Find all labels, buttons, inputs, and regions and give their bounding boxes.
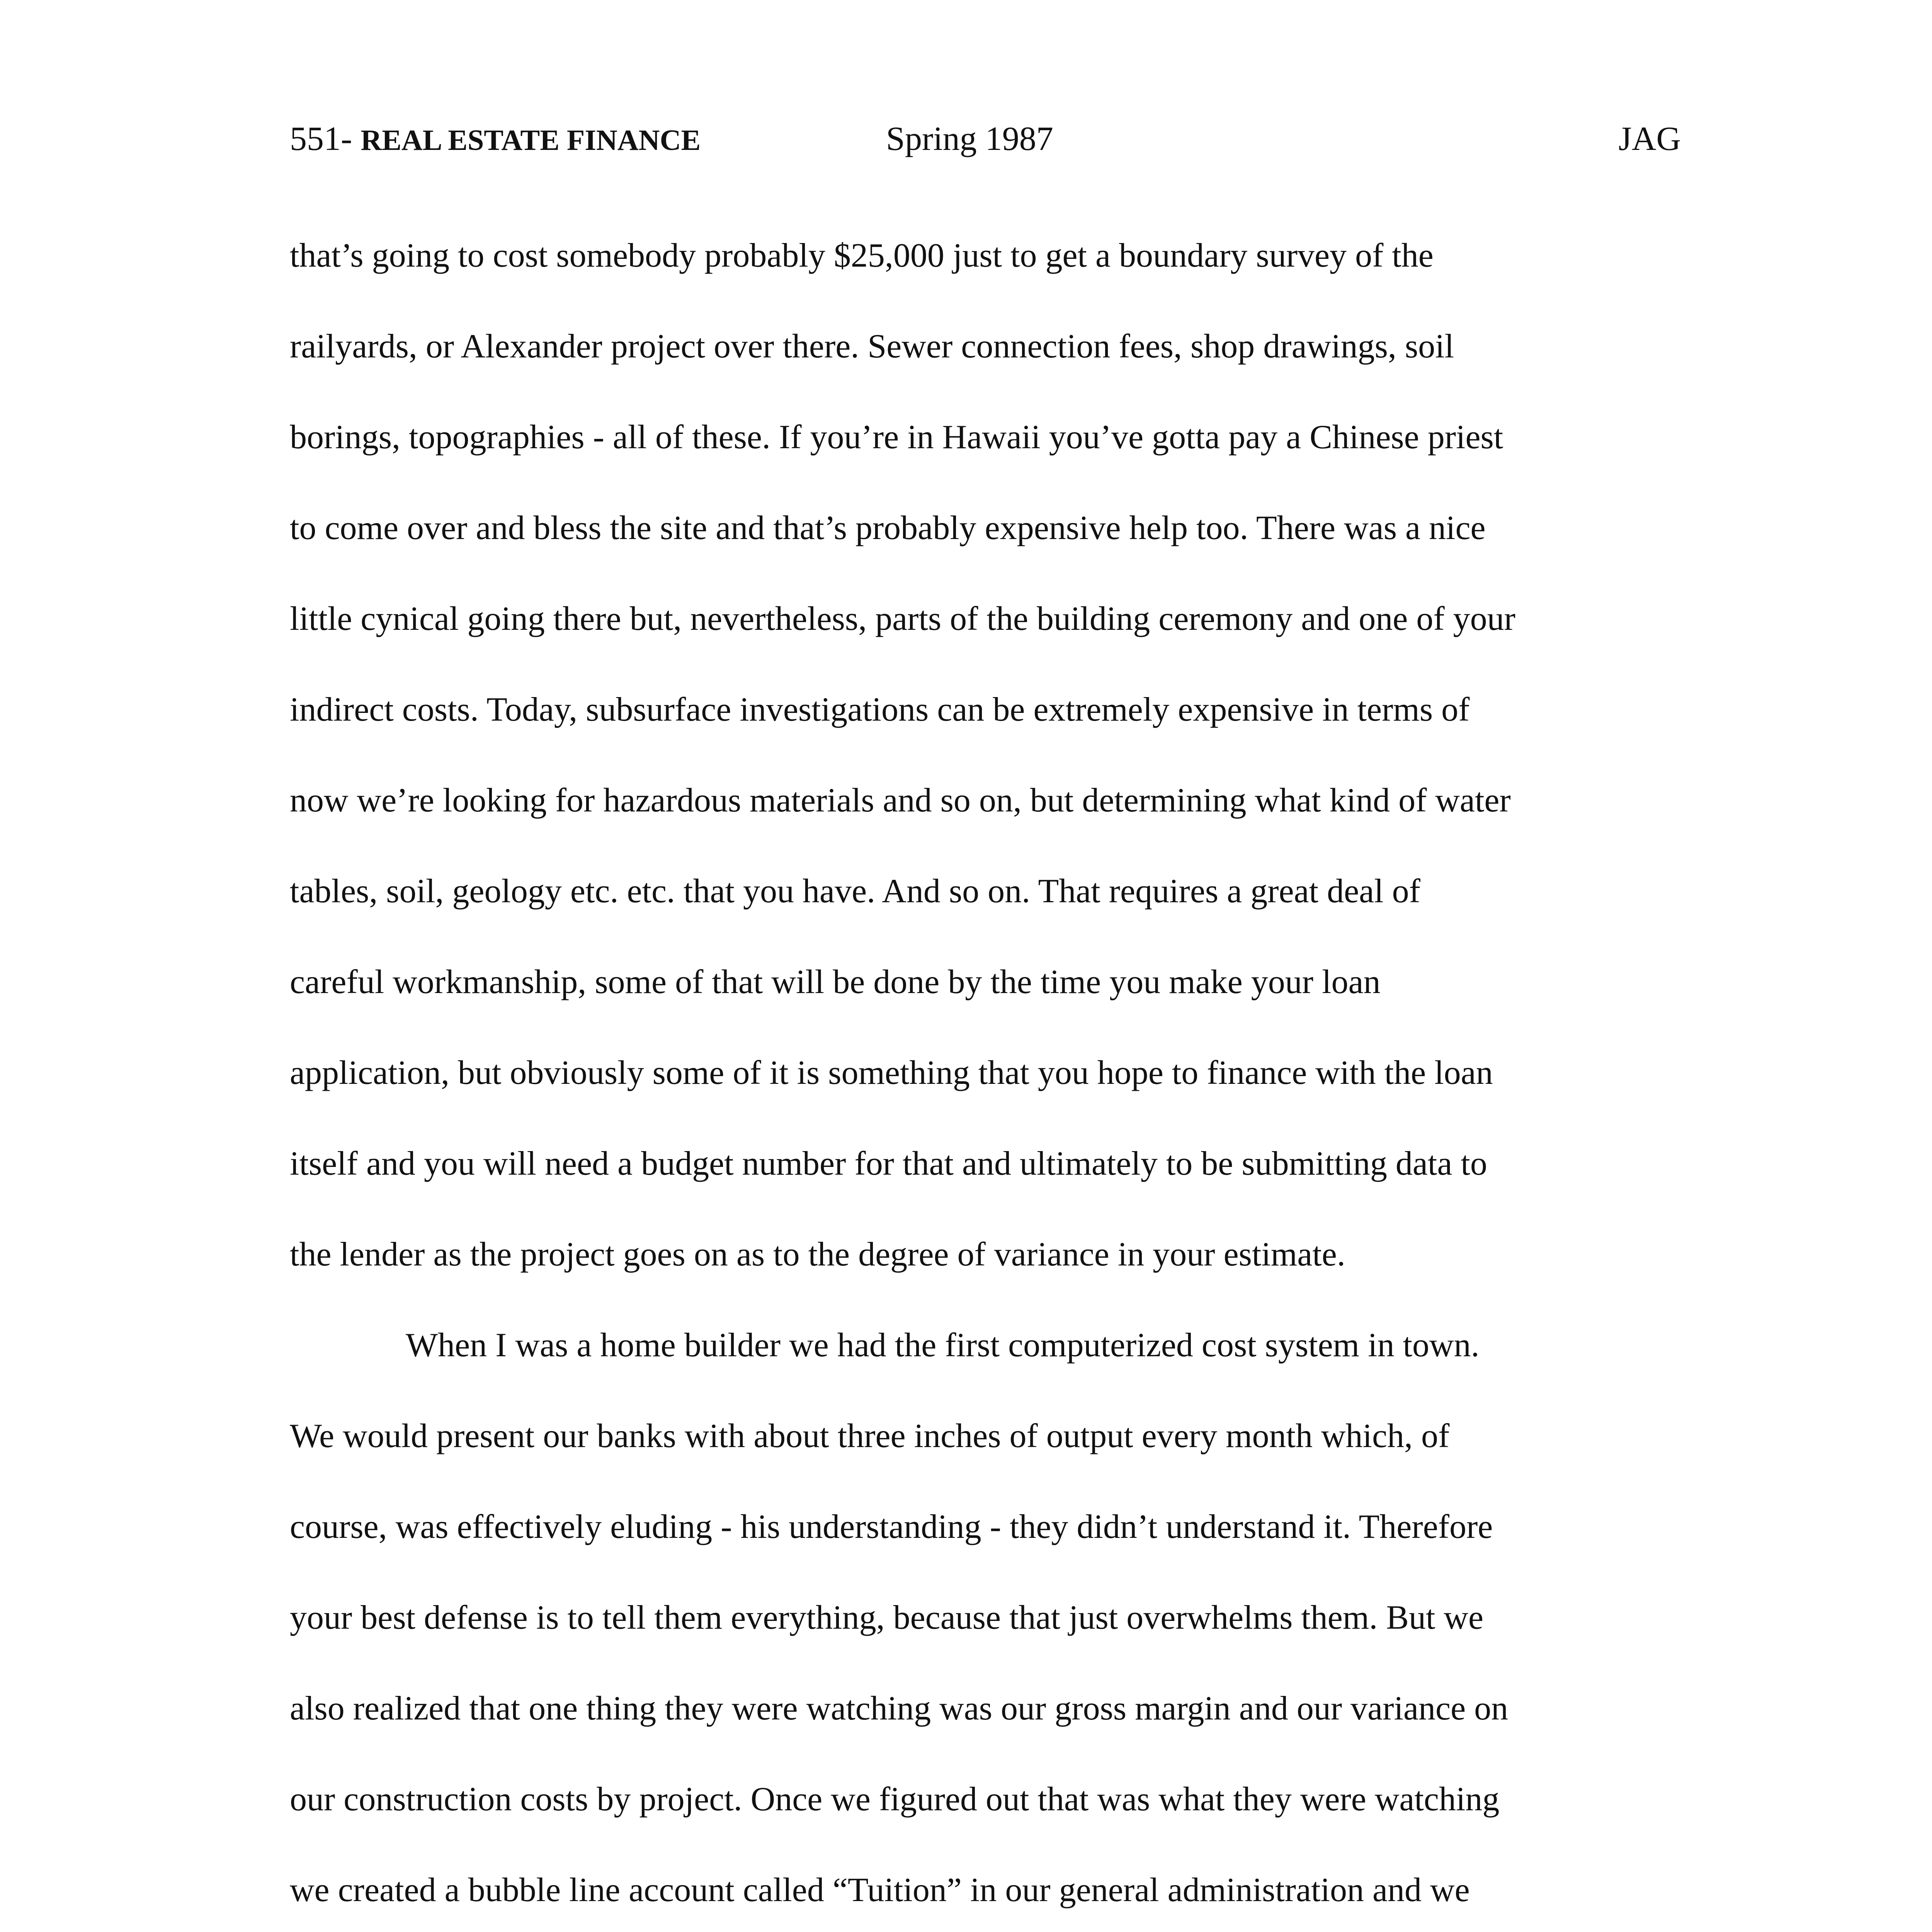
text-line: indirect costs. Today, subsurface investigations can be extremely expensive in terms of	[290, 691, 1470, 728]
text-line: borings, topographies - all of these. If you’re in Hawaii you’ve gotta pay a Chinese priest	[290, 418, 1503, 456]
text-line: course, was effectively eluding - his understanding - they didn’t understand it. Therefore	[290, 1508, 1493, 1546]
course-number: 551-	[290, 120, 352, 158]
text-line: We would present our banks with about three inches of output every month which, of	[290, 1417, 1450, 1455]
text-line: careful workmanship, some of that will be done by the time you make your loan	[290, 963, 1381, 1001]
text-line: little cynical going there but, nevertheless, parts of the building ceremony and one of your	[290, 600, 1515, 638]
text-line: also realized that one thing they were watching was our gross margin and our variance on	[290, 1690, 1509, 1727]
text-line: our construction costs by project. Once we figured out that was what they were watching	[290, 1781, 1500, 1818]
course-label	[290, 116, 701, 163]
course-title: REAL ESTATE FINANCE	[361, 124, 701, 156]
text-line: application, but obviously some of it is something that you hope to finance with the loan	[290, 1054, 1493, 1092]
text-line: railyards, or Alexander project over there. Sewer connection fees, shop drawings, soil	[290, 328, 1454, 365]
text-line: itself and you will need a budget number for that and ultimately to be submitting data to	[290, 1145, 1487, 1182]
text-line: we created a bubble line account called “Tuition” in our general administration and we	[290, 1871, 1470, 1909]
term: Spring 1987	[886, 120, 1053, 158]
paragraph-first-line: When I was a home builder we had the first computerized cost system in town.	[406, 1327, 1480, 1364]
text-line: now we’re looking for hazardous materials and so on, but determining what kind of water	[290, 782, 1511, 819]
text-line: your best defense is to tell them everything, because that just overwhelms them. But we	[290, 1599, 1484, 1636]
body-text	[290, 233, 1681, 1932]
author-initials: JAG	[1618, 120, 1681, 158]
text-line: to come over and bless the site and that’s probably expensive help too. There was a nice	[290, 509, 1486, 547]
text-line: tables, soil, geology etc. etc. that you have. And so on. That requires a great deal of	[290, 872, 1420, 910]
text-line: that’s going to cost somebody probably $25,000 just to get a boundary survey of the	[290, 237, 1434, 274]
text-line: the lender as the project goes on as to the degree of variance in your estimate.	[290, 1236, 1345, 1273]
running-header	[290, 116, 1681, 162]
